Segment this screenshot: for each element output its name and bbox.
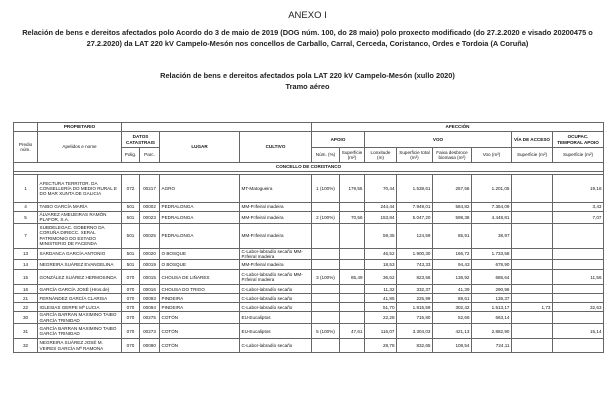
cell-apoio-superficie: 70,56 <box>340 212 365 224</box>
cell-cultivo: C-Labor-labradío secaño <box>240 339 312 353</box>
cell-via-acceso <box>512 285 553 294</box>
cell-via-acceso <box>512 223 553 248</box>
cell-parcela: 00273 <box>140 324 160 339</box>
header-voo-m2: Voo (m²) <box>472 148 512 163</box>
cell-lonxitude: 51,70 <box>365 303 397 312</box>
cell-apoio-num <box>312 248 340 260</box>
cell-owner-name: GARCÍA GARCÍA JOSÉ (Hros.de) <box>38 285 122 294</box>
cell-cultivo: C-Labor-labradío secaño MM-P.Ifeiral madeira <box>240 270 312 285</box>
cell-parcela: 00023 <box>140 212 160 224</box>
cell-ocupacion-temporal: 3,43 <box>553 203 604 212</box>
cell-via-acceso <box>512 339 553 353</box>
cell-lonxitude: 18,53 <box>365 260 397 270</box>
cell-cultivo: C-Labor-labradío secaño <box>240 285 312 294</box>
cell-lugar: CHOUSA DE LIÑARES <box>160 270 240 285</box>
cell-superficie-total: 3.304,03 <box>397 324 433 339</box>
header-propietario: PROPIETARIO <box>38 123 122 132</box>
cell-lonxitude: 59,35 <box>365 223 397 248</box>
cell-lugar: PEDRALONGA <box>160 223 240 248</box>
cell-lugar: AGRO <box>160 175 240 203</box>
cell-lonxitude: 41,85 <box>365 294 397 303</box>
header-via-acceso: VÍA DE ACCESO <box>512 132 553 148</box>
cell-poligono: 501 <box>122 248 140 260</box>
cell-parcela: 00015 <box>140 270 160 285</box>
header-apelidos: Apelidos e nome <box>38 132 122 163</box>
header-afeccion: AFECCIÓN <box>312 123 604 132</box>
cell-apoio-superficie <box>340 260 365 270</box>
table-row <box>14 175 604 203</box>
cell-lugar: CHOUSA DO TRIGO <box>160 285 240 294</box>
header-superficie-total: Superficie total (m²) <box>397 148 433 163</box>
cell-cultivo: EU-Eucaliptos <box>240 312 312 324</box>
cell-owner-name: GARCÍA BARRAN MAXIMINO TAIBO GARCÍA TRINIDAD <box>38 324 122 339</box>
cell-superficie-total: 7.949,01 <box>397 203 433 212</box>
header-polig: Polig. <box>122 148 140 163</box>
cell-faixa-desbroce: 41,39 <box>433 285 472 294</box>
cell-predio-num: 1 <box>14 175 38 203</box>
cell-superficie-total: 332,37 <box>397 285 433 294</box>
cell-predio-num: 7 <box>14 223 38 248</box>
cell-apoio-superficie <box>340 303 365 312</box>
cell-ocupacion-temporal: 15,14 <box>553 324 604 339</box>
cell-lonxitude: 11,32 <box>365 285 397 294</box>
header-empty-span <box>122 123 312 132</box>
cell-voo-superficie: 38,97 <box>472 223 512 248</box>
cell-via-acceso <box>512 312 553 324</box>
cell-parcela: 00020 <box>140 248 160 260</box>
cell-lonxitude: 116,07 <box>365 324 397 339</box>
table-row <box>14 312 604 324</box>
cell-apoio-num <box>312 203 340 212</box>
cell-faixa-desbroce: 421,13 <box>433 324 472 339</box>
table-row <box>14 223 604 248</box>
cell-poligono: 501 <box>122 223 140 248</box>
cell-cultivo: MM-P.Ifeiral madeira <box>240 212 312 224</box>
header-via-superficie: Superficie (m²) <box>512 148 553 163</box>
cell-ocupacion-temporal <box>553 285 604 294</box>
header-cultivo: CULTIVO <box>240 132 312 163</box>
cell-apoio-superficie <box>340 294 365 303</box>
header-voo: VOO <box>365 132 512 148</box>
cell-parcela: 00016 <box>140 285 160 294</box>
cell-cultivo: MT-Matogueira <box>240 175 312 203</box>
cell-poligono: 070 <box>122 339 140 353</box>
header-lugar: LUGAR <box>160 132 240 163</box>
cell-via-acceso <box>512 294 553 303</box>
cell-voo-superficie: 1.513,17 <box>472 303 512 312</box>
table-row <box>14 260 604 270</box>
cell-apoio-num: 1 (100%) <box>312 175 340 203</box>
cell-apoio-num <box>312 339 340 353</box>
cell-parcela: 00094 <box>140 303 160 312</box>
cell-parcela: 00275 <box>140 312 160 324</box>
cell-apoio-superficie <box>340 223 365 248</box>
cell-predio-num: 15 <box>14 270 38 285</box>
cell-faixa-desbroce: 166,72 <box>433 248 472 260</box>
cell-apoio-num <box>312 312 340 324</box>
cell-owner-name: SARDANCA GARCÍA ANTONIO <box>38 248 122 260</box>
cell-faixa-desbroce: 52,66 <box>433 312 472 324</box>
cell-faixa-desbroce: 89,61 <box>433 294 472 303</box>
cell-poligono: 070 <box>122 294 140 303</box>
cell-faixa-desbroce: 136,92 <box>433 270 472 285</box>
cell-voo-superficie: 678,90 <box>472 260 512 270</box>
cell-via-acceso <box>512 260 553 270</box>
annex-heading: ANEXO I <box>288 10 327 21</box>
cell-owner-name: AFECTURA TERRITOR. DA CONSELLERÍA DO MEDIO RURAL E DO MAR XUNTA DE GALICIA <box>38 175 122 203</box>
cell-lugar: O BOSQUE <box>160 260 240 270</box>
cell-predio-num: 22 <box>14 303 38 312</box>
cell-superficie-total: 1.538,61 <box>397 175 433 203</box>
cell-poligono: 070 <box>122 285 140 294</box>
cell-faixa-desbroce: 257,56 <box>433 175 472 203</box>
cell-owner-name: GONZÁLEZ SUÁREZ HERMOSINDA <box>38 270 122 285</box>
cell-faixa-desbroce: 302,42 <box>433 303 472 312</box>
table-row <box>14 270 604 285</box>
cell-via-acceso: 1,73 <box>512 303 553 312</box>
cell-predio-num: 32 <box>14 339 38 353</box>
cell-apoio-num <box>312 294 340 303</box>
cell-via-acceso <box>512 203 553 212</box>
cell-lonxitude: 46,52 <box>365 248 397 260</box>
cell-voo-superficie: 4.448,81 <box>472 212 512 224</box>
affected-properties-table <box>13 122 604 353</box>
cell-poligono: 070 <box>122 303 140 312</box>
cell-parcela: 00019 <box>140 260 160 270</box>
cell-predio-num: 21 <box>14 294 38 303</box>
cell-voo-superficie: 663,14 <box>472 312 512 324</box>
cell-faixa-desbroce: 94,43 <box>433 260 472 270</box>
header-apoio-num: Núm. (%) <box>312 148 340 163</box>
cell-predio-num: 16 <box>14 285 38 294</box>
cell-voo-superficie: 686,64 <box>472 270 512 285</box>
cell-apoio-num <box>312 303 340 312</box>
cell-lugar: COTÓN <box>160 312 240 324</box>
cell-poligono: 070 <box>122 324 140 339</box>
table-row <box>14 324 604 339</box>
section-label: CONCELLO DE CORISTANCO <box>14 163 604 172</box>
cell-superficie-total: 1.815,59 <box>397 303 433 312</box>
cell-lugar: PEDRALONGA <box>160 203 240 212</box>
cell-lonxitude: 244,44 <box>365 203 397 212</box>
cell-voo-superficie: 290,96 <box>472 285 512 294</box>
subtitle-relation: Relación de bens e dereitos afectados pola LAT 220 kV Campelo-Mesón (xullo 2020) <box>160 71 455 80</box>
cell-poligono: 501 <box>122 212 140 224</box>
cell-voo-superficie: 724,11 <box>472 339 512 353</box>
cell-cultivo: MM-P.Ifeiral madeira <box>240 260 312 270</box>
cell-poligono: 072 <box>122 175 140 203</box>
cell-predio-num: 13 <box>14 248 38 260</box>
header-empty <box>14 123 38 132</box>
table-row <box>14 203 604 212</box>
cell-apoio-num: 5 (100%) <box>312 324 340 339</box>
cell-faixa-desbroce: 584,82 <box>433 203 472 212</box>
cell-cultivo: EU-Eucaliptos <box>240 324 312 339</box>
cell-poligono: 501 <box>122 260 140 270</box>
cell-ocupacion-temporal <box>553 339 604 353</box>
cell-superficie-total: 832,65 <box>397 339 433 353</box>
cell-owner-name: GARCÍA BARRAN MAXIMINO TAIBO GARCÍA TRINIDAD <box>38 312 122 324</box>
document-subtitle <box>40 71 575 92</box>
cell-superficie-total: 1.900,30 <box>397 248 433 260</box>
header-faixa-desbroce: Faixa desbroce biomasa (m²) <box>433 148 472 163</box>
cell-apoio-superficie: 179,55 <box>340 175 365 203</box>
cell-voo-superficie: 1.201,05 <box>472 175 512 203</box>
cell-ocupacion-temporal <box>553 223 604 248</box>
cell-owner-name: NEGREIRA SUÁREZ JOSÉ M. VEIRES GARCÍA Mª RAMONA <box>38 339 122 353</box>
cell-predio-num: 31 <box>14 324 38 339</box>
cell-ocupacion-temporal <box>553 260 604 270</box>
cell-voo-superficie: 7.364,09 <box>472 203 512 212</box>
cell-apoio-superficie: 85,49 <box>340 270 365 285</box>
cell-cultivo: MM-P.Ifeiral madeira <box>240 223 312 248</box>
cell-cultivo: C-Labor-labradío secaño <box>240 294 312 303</box>
cell-lonxitude: 22,28 <box>365 312 397 324</box>
table-row <box>14 248 604 260</box>
table-row <box>14 294 604 303</box>
cell-owner-name: NEGREIRA SUÁREZ EVANGELINA <box>38 260 122 270</box>
cell-apoio-superficie <box>340 339 365 353</box>
cell-via-acceso <box>512 248 553 260</box>
cell-ocupacion-temporal: 11,56 <box>553 270 604 285</box>
cell-apoio-superficie <box>340 312 365 324</box>
cell-faixa-desbroce: 598,38 <box>433 212 472 224</box>
document-title: Relación de bens e dereitos afectados polo Acordo do 3 de maio de 2019 (DOG núm. 100, do 28 maio) polo proxecto modificado (do 27.2.2020 e visado 20200475 o 27.2.2020) da LAT 220 kV Campelo-Mesón nos concellos de Carballo, Carral, Cerceda, Coristanco, Ordes e Tordoia (A Coruña) <box>22 28 593 48</box>
cell-lugar: COTÓN <box>160 324 240 339</box>
cell-superficie-total: 225,99 <box>397 294 433 303</box>
cell-via-acceso <box>512 270 553 285</box>
cell-lugar: PEDRALONGA <box>160 212 240 224</box>
cell-ocupacion-temporal <box>553 248 604 260</box>
cell-poligono: 070 <box>122 312 140 324</box>
cell-poligono: 070 <box>122 270 140 285</box>
cell-cultivo: C-Labor-labradío secaño <box>240 303 312 312</box>
cell-voo-superficie: 136,37 <box>472 294 512 303</box>
cell-via-acceso <box>512 212 553 224</box>
cell-lugar: PINDEIRA <box>160 303 240 312</box>
cell-parcela: 00025 <box>140 223 160 248</box>
cell-lugar: PINDEIRA <box>160 294 240 303</box>
header-parc: Parc. <box>140 148 160 163</box>
cell-faixa-desbroce: 108,54 <box>433 339 472 353</box>
table-row <box>14 303 604 312</box>
cell-owner-name: FERNÁNDEZ GARCÍA CLARISA <box>38 294 122 303</box>
cell-superficie-total: 715,80 <box>397 312 433 324</box>
cell-apoio-superficie: 47,61 <box>340 324 365 339</box>
header-lonxitude: Lonxitude (m) <box>365 148 397 163</box>
cell-lugar: O BOSQUE <box>160 248 240 260</box>
cell-lonxitude: 153,84 <box>365 212 397 224</box>
cell-poligono: 501 <box>122 203 140 212</box>
header-apoio-superficie: Superficie (m²) <box>340 148 365 163</box>
cell-cultivo: MM-P.Ifeiral madeira <box>240 203 312 212</box>
section-row <box>14 163 604 172</box>
table-row <box>14 212 604 224</box>
cell-apoio-superficie <box>340 285 365 294</box>
cell-superficie-total: 823,56 <box>397 270 433 285</box>
cell-apoio-superficie <box>340 203 365 212</box>
header-apoio: APOIO <box>312 132 365 148</box>
cell-lonxitude: 36,62 <box>365 270 397 285</box>
cell-predio-num: 14 <box>14 260 38 270</box>
cell-cultivo: C-Labor-labradío secaño MM-P.Ifeiral madeira <box>240 248 312 260</box>
cell-predio-num: 4 <box>14 203 38 212</box>
cell-superficie-total: 5.047,20 <box>397 212 433 224</box>
subtitle-section: Tramo aéreo <box>285 81 330 91</box>
cell-apoio-num <box>312 223 340 248</box>
cell-lonxitude: 28,78 <box>365 339 397 353</box>
cell-apoio-num <box>312 260 340 270</box>
cell-apoio-num <box>312 285 340 294</box>
table-row <box>14 339 604 353</box>
table-row <box>14 285 604 294</box>
cell-ocupacion-temporal <box>553 294 604 303</box>
cell-owner-name: ÁLVAREZ AMEIJEIRAS RAMÓN PLAFOR, S.A. <box>38 212 122 224</box>
cell-apoio-num: 2 (100%) <box>312 212 340 224</box>
cell-parcela: 00093 <box>140 294 160 303</box>
cell-apoio-superficie <box>340 248 365 260</box>
cell-ocupacion-temporal <box>553 312 604 324</box>
cell-superficie-total: 743,33 <box>397 260 433 270</box>
header-datos-catastrais: DATOS CATASTRAIS <box>122 132 160 148</box>
cell-lugar: COTÓN <box>160 339 240 353</box>
cell-parcela: 00090 <box>140 339 160 353</box>
cell-parcela: 00217 <box>140 175 160 203</box>
cell-predio-num: 30 <box>14 312 38 324</box>
cell-ocupacion-temporal: 19,18 <box>553 175 604 203</box>
cell-superficie-total: 124,59 <box>397 223 433 248</box>
cell-via-acceso <box>512 175 553 203</box>
header-ocup-superficie: Superficie (m²) <box>553 148 604 163</box>
cell-via-acceso <box>512 324 553 339</box>
cell-ocupacion-temporal: 7,07 <box>553 212 604 224</box>
cell-faixa-desbroce: 85,91 <box>433 223 472 248</box>
cell-voo-superficie: 2.882,90 <box>472 324 512 339</box>
cell-ocupacion-temporal: 32,63 <box>553 303 604 312</box>
cell-lonxitude: 70,44 <box>365 175 397 203</box>
cell-voo-superficie: 1.733,58 <box>472 248 512 260</box>
cell-owner-name: SUBDELEGAC. GOBERNO DA CORUÑA DIRECC. XERAL PATRIMONIO DO ESTADO MINISTERIO DE FACENDA <box>38 223 122 248</box>
cell-parcela: 00002 <box>140 203 160 212</box>
cell-predio-num: 5 <box>14 212 38 224</box>
header-predio: Predio núm. <box>14 132 38 163</box>
cell-apoio-num: 3 (100%) <box>312 270 340 285</box>
header-ocupacion-temporal: OCUPAC. TEMPORAL APOIO <box>553 132 604 148</box>
cell-owner-name: TAIBO GARCÍA MARÍA <box>38 203 122 212</box>
cell-owner-name: IGLESIAS GERPE Mª LUCIA <box>38 303 122 312</box>
